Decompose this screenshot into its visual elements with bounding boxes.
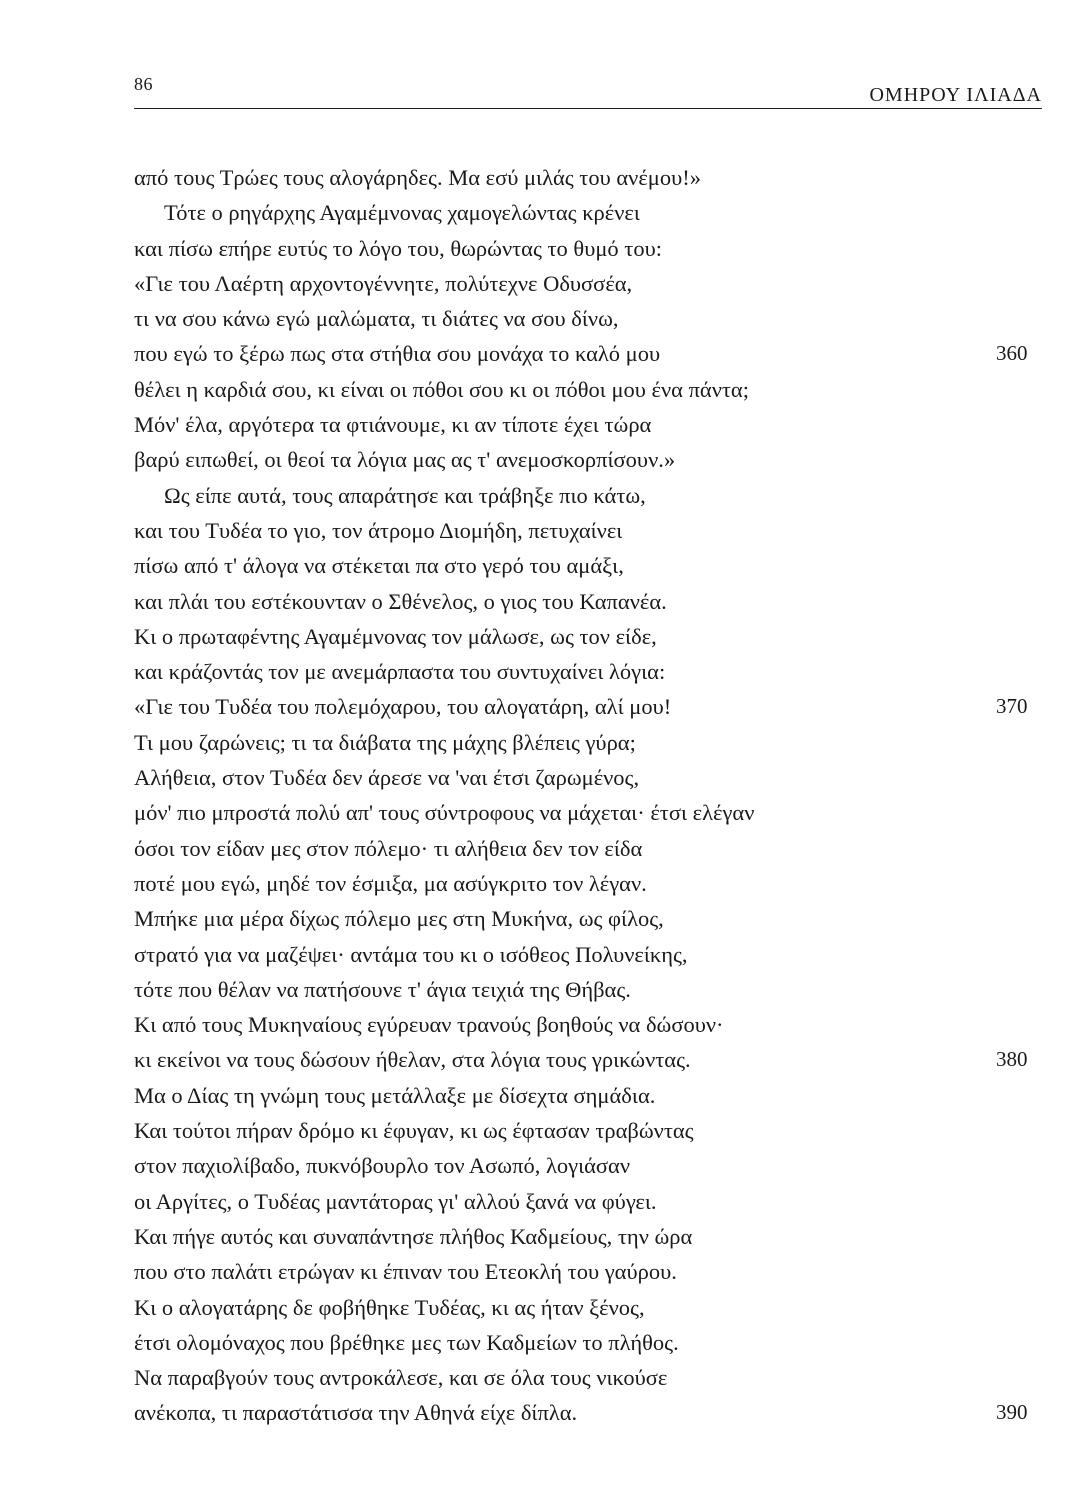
line-number: 360: [996, 341, 1028, 366]
verse-text: τότε που θέλαν να πατήσουνε τ' άγια τειχιά της Θήβας.: [134, 976, 631, 1002]
line-number: 390: [996, 1400, 1028, 1425]
verse-line: [0, 160, 1086, 195]
verse-line: [0, 548, 1086, 583]
verse-text: οι Αργίτες, ο Τυδέας μαντάτορας γι' αλλού ξανά να φύγει.: [134, 1188, 657, 1214]
verse-line: [0, 760, 1086, 795]
page-header: [134, 74, 1042, 109]
poem-text: [0, 160, 1086, 1431]
verse-text: Μόν' έλα, αργότερα τα φτιάνουμε, κι αν τίποτε έχει τώρα: [134, 412, 652, 438]
verse-line: [0, 195, 1086, 230]
verse-text: ανέκοπα, τι παραστάτισσα την Αθηνά είχε δίπλα.: [134, 1400, 578, 1426]
verse-text: μόν' πιο μπροστά πολύ απ' τους σύντροφους να μάχεται· έτσι ελέγαν: [134, 800, 755, 826]
verse-line: [0, 513, 1086, 548]
verse-text: θέλει η καρδιά σου, κι είναι οι πόθοι σου κι οι πόθοι μου ένα πάντα;: [134, 376, 749, 402]
verse-line: [0, 901, 1086, 936]
verse-line: [0, 654, 1086, 689]
verse-line: [0, 866, 1086, 901]
verse-text: Κι ο αλογατάρης δε φοβήθηκε Τυδέας, κι ας ήταν ξένος,: [134, 1294, 645, 1320]
verse-text: στρατό για να μαζέψει· αντάμα του κι ο ισόθεος Πολυνείκης,: [134, 941, 688, 967]
verse-line: [0, 336, 1086, 371]
verse-text: Μα ο Δίας τη γνώμη τους μετάλλαξε με δίσεχτα σημάδια.: [134, 1082, 656, 1108]
verse-text: Τότε ο ρηγάρχης Αγαμέμνονας χαμογελώντας κρένει: [164, 200, 640, 226]
verse-text: που στο παλάτι ετρώγαν κι έπιναν του Ετεοκλή του γαύρου.: [134, 1259, 677, 1285]
verse-text: και πίσω επήρε ευτύς το λόγο του, θωρώντας το θυμό του:: [134, 235, 662, 261]
verse-line: [0, 1007, 1086, 1042]
verse-text: και του Τυδέα το γιο, τον άτρομο Διομήδη, πετυχαίνει: [134, 517, 623, 543]
verse-line: [0, 584, 1086, 619]
verse-text: «Γιε του Τυδέα του πολεμόχαρου, του αλογατάρη, αλί μου!: [134, 694, 672, 720]
verse-line: [0, 1290, 1086, 1325]
verse-line: [0, 407, 1086, 442]
verse-text: Να παραβγούν τους αντροκάλεσε, και σε όλα τους νικούσε: [134, 1365, 668, 1391]
verse-line: [0, 442, 1086, 477]
verse-line: [0, 1042, 1086, 1077]
verse-text: κι εκείνοι να τους δώσουν ήθελαν, στα λόγια τους γρικώντας.: [134, 1047, 691, 1073]
verse-line: [0, 937, 1086, 972]
verse-text: Κι ο πρωταφέντης Αγαμέμνονας τον μάλωσε, ως τον είδε,: [134, 623, 657, 649]
verse-line: [0, 1148, 1086, 1183]
verse-line: [0, 1184, 1086, 1219]
verse-text: όσοι τον είδαν μες στον πόλεμο· τι αλήθεια δεν τον είδα: [134, 835, 643, 861]
verse-text: Μπήκε μια μέρα δίχως πόλεμο μες στη Μυκήνα, ως φίλος,: [134, 906, 664, 932]
verse-text: ποτέ μου εγώ, μηδέ τον έσμιξα, μα ασύγκριτο τον λέγαν.: [134, 870, 647, 896]
page-number: 86: [134, 74, 153, 94]
verse-line: [0, 619, 1086, 654]
verse-text: Και τούτοι πήραν δρόμο κι έφυγαν, κι ως έφτασαν τραβώντας: [134, 1118, 694, 1144]
running-title: ΟΜΗΡΟΥ ΙΛΙΑΔΑ: [869, 84, 1042, 106]
verse-line: [0, 1078, 1086, 1113]
verse-text: Αλήθεια, στον Τυδέα δεν άρεσε να 'ναι έτσι ζαρωμένος,: [134, 765, 640, 791]
verse-text: στον παχιολίβαδο, πυκνόβουρλο τον Ασωπό, λογιάσαν: [134, 1153, 630, 1179]
verse-line: [0, 1219, 1086, 1254]
line-number: 380: [996, 1047, 1028, 1072]
verse-line: [0, 1254, 1086, 1289]
verse-line: [0, 1360, 1086, 1395]
verse-line: [0, 1113, 1086, 1148]
verse-line: [0, 478, 1086, 513]
verse-line: [0, 372, 1086, 407]
verse-text: από τους Τρώες τους αλογάρηδες. Μα εσύ μιλάς του ανέμου!»: [134, 165, 701, 190]
verse-line: [0, 266, 1086, 301]
verse-line: [0, 231, 1086, 266]
verse-text: Κι από τους Μυκηναίους εγύρευαν τρανούς βοηθούς να δώσουν·: [134, 1012, 724, 1038]
verse-line: [0, 831, 1086, 866]
verse-line: [0, 725, 1086, 760]
verse-text: βαρύ ειπωθεί, οι θεοί τα λόγια μας ας τ' ανεμοσκορπίσουν.»: [134, 447, 676, 473]
verse-line: [0, 1325, 1086, 1360]
verse-line: [0, 301, 1086, 336]
verse-text: πίσω από τ' άλογα να στέκεται πα στο γερό του αμάξι,: [134, 553, 624, 579]
verse-line: [0, 1395, 1086, 1430]
verse-line: [0, 795, 1086, 830]
verse-text: και κράζοντάς τον με ανεμάρπαστα του συντυχαίνει λόγια:: [134, 659, 666, 685]
verse-text: και πλάι του εστέκουνταν ο Σθένελος, ο γιος του Καπανέα.: [134, 588, 667, 614]
line-number: 370: [996, 694, 1028, 719]
verse-text: Τι μου ζαρώνεις; τι τα διάβατα της μάχης βλέπεις γύρα;: [134, 729, 636, 755]
verse-text: που εγώ το ξέρω πως στα στήθια σου μονάχα το καλό μου: [134, 341, 661, 367]
verse-text: έτσι ολομόναχος που βρέθηκε μες των Καδμείων το πλήθος.: [134, 1329, 679, 1355]
verse-line: [0, 972, 1086, 1007]
verse-text: «Γιε του Λαέρτη αρχοντογέννητε, πολύτεχνε Οδυσσέα,: [134, 270, 633, 296]
verse-text: τι να σου κάνω εγώ μαλώματα, τι διάτες να σου δίνω,: [134, 306, 619, 332]
verse-text: Ως είπε αυτά, τους απαράτησε και τράβηξε πιο κάτω,: [164, 482, 646, 508]
verse-text: Και πήγε αυτός και συναπάντησε πλήθος Καδμείους, την ώρα: [134, 1223, 693, 1249]
verse-line: [0, 689, 1086, 724]
